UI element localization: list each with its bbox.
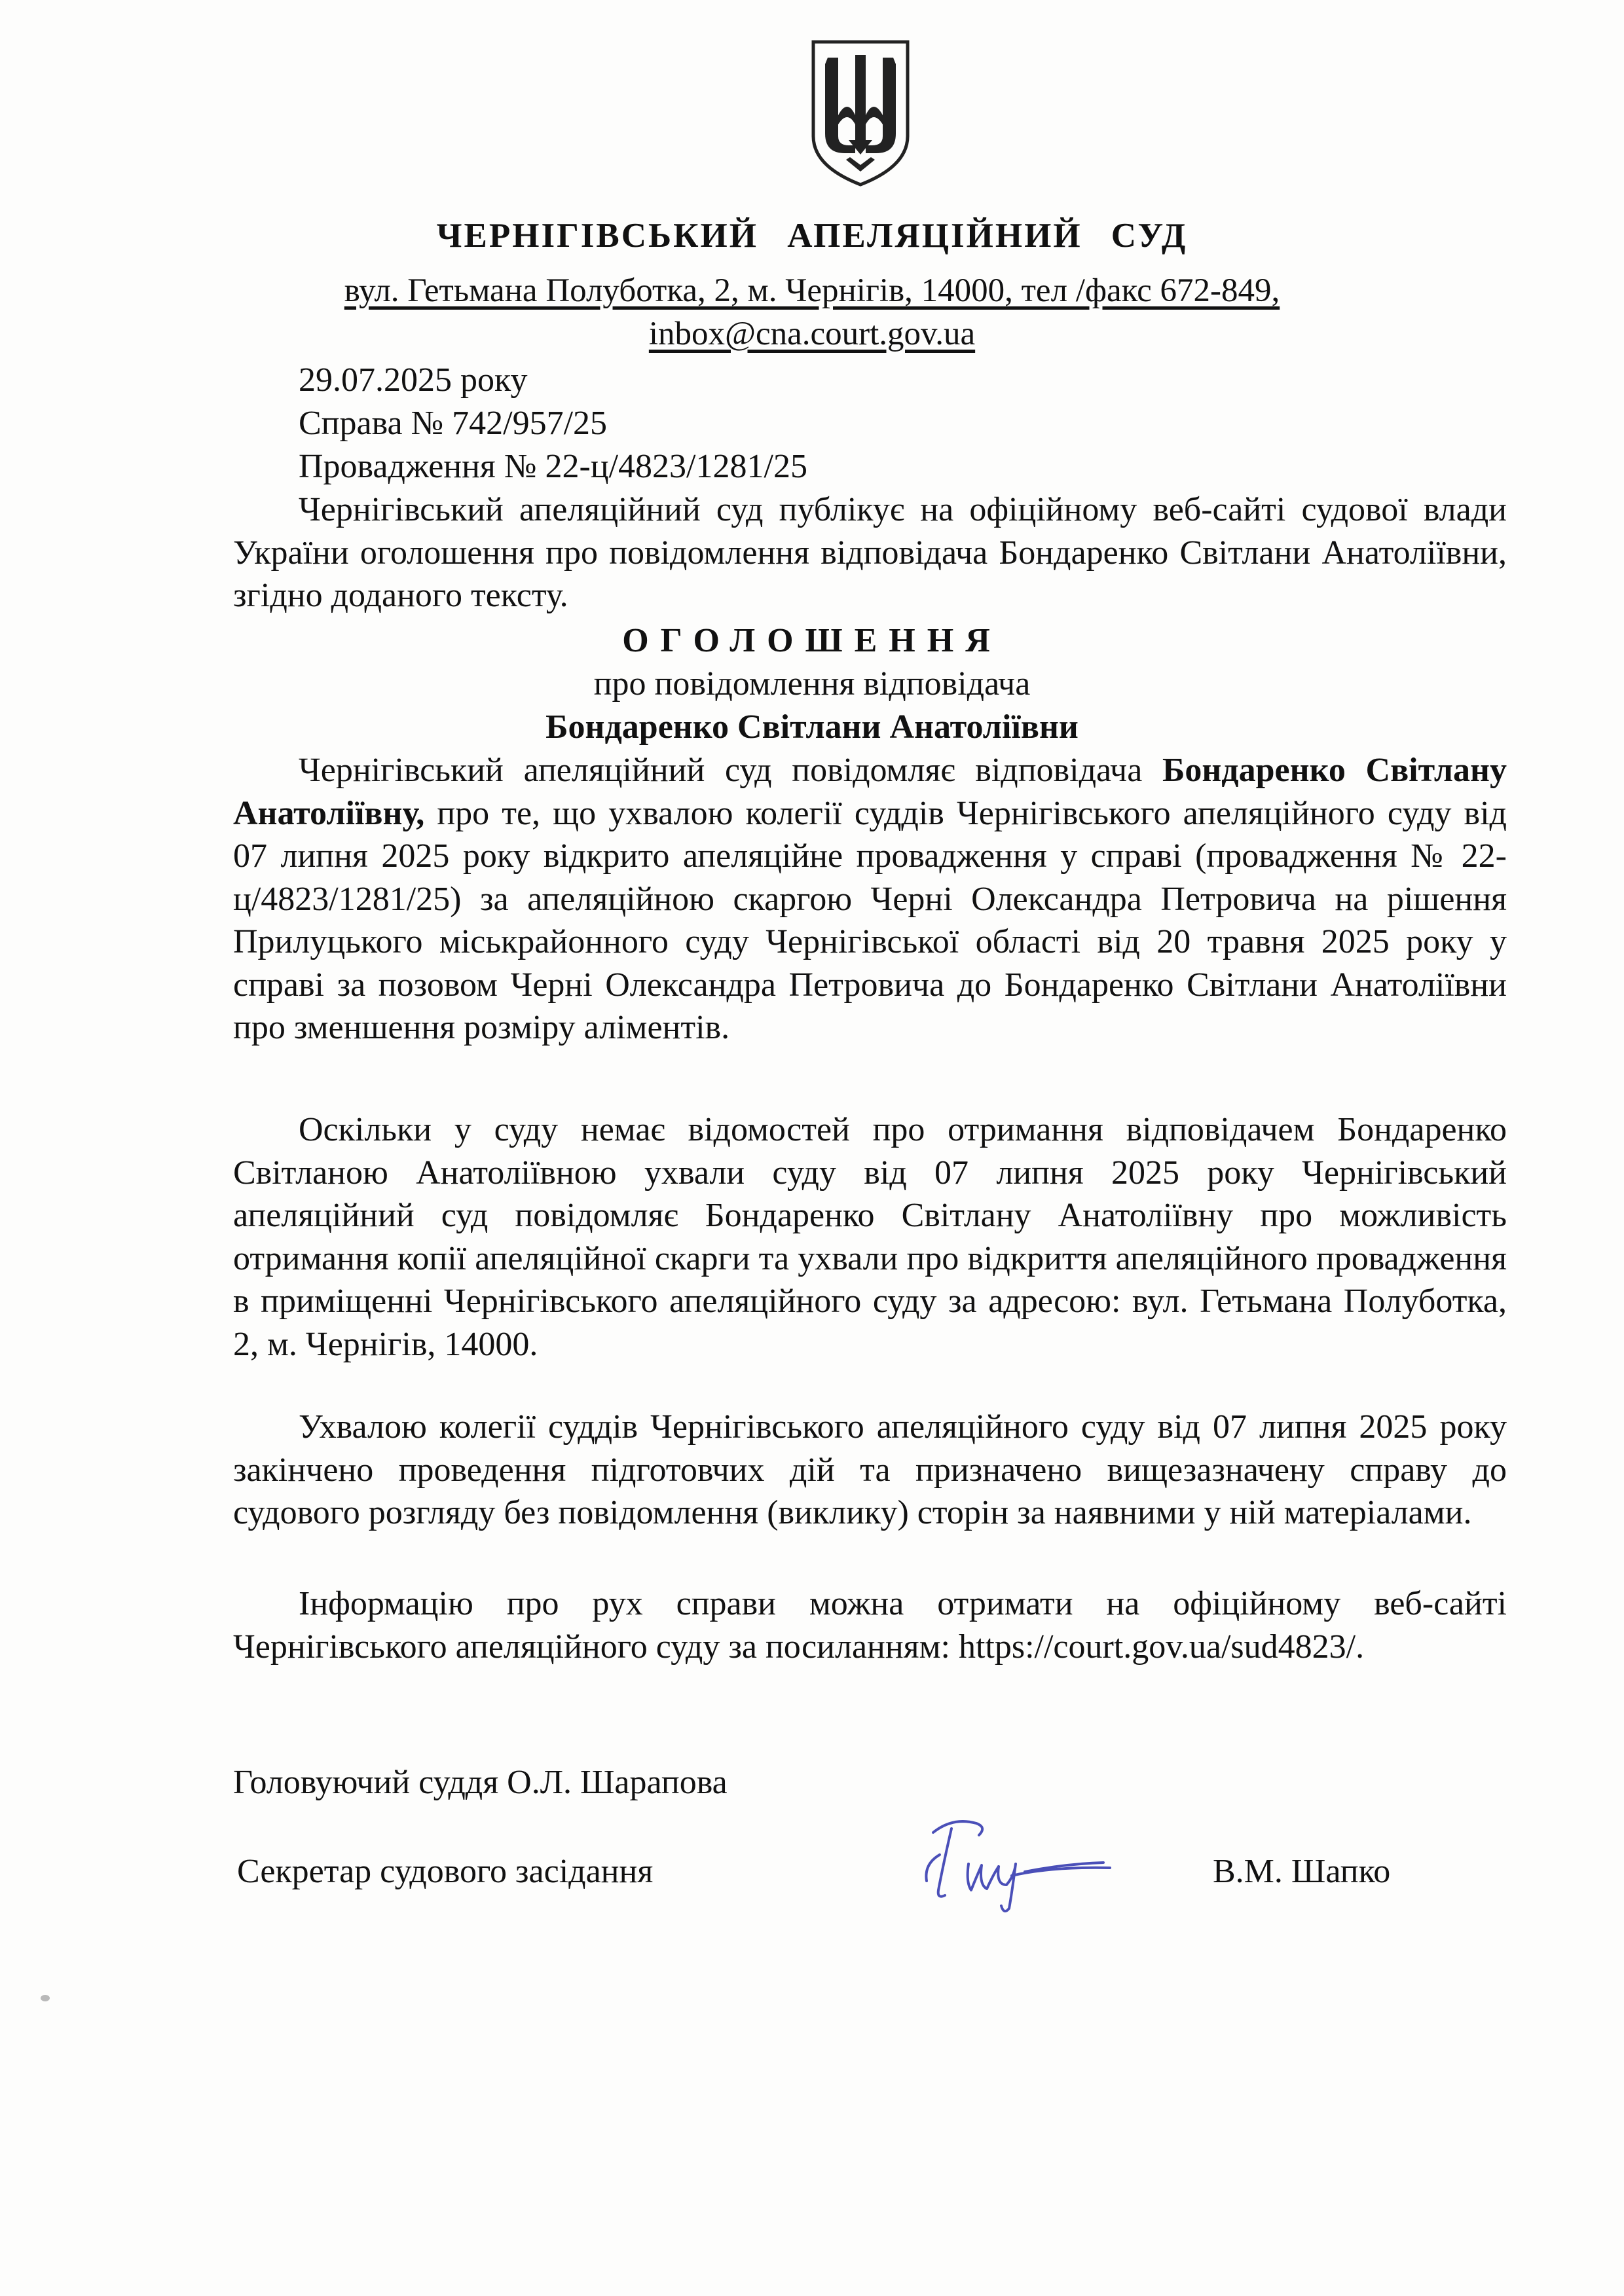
court-email: inbox@cna.court.gov.ua — [648, 316, 976, 352]
presiding-judge: Головуючий суддя О.Л. Шарапова — [233, 1764, 728, 1801]
body-paragraph-4: Інформацію про рух справи можна отримати на офіційному веб-сайті Чернігівського апеляційного суду за посиланням: https://court.gov.ua/sud4823/. — [233, 1585, 1507, 1666]
p1-defendant: Бондаренко Світлану Анатоліївну, — [233, 752, 1507, 832]
court-name: ЧЕРНІГІВСЬКИЙ АПЕЛЯЦІЙНИЙ СУД — [436, 217, 1188, 255]
body-paragraph-1 — [233, 749, 1507, 1049]
defendant-name: Бондаренко Світлани Анатоліївни — [545, 708, 1079, 746]
case-number: Справа № 742/957/25 — [299, 405, 608, 442]
announcement-subheading: про повідомлення відповідача — [593, 665, 1031, 702]
court-address: вул. Гетьмана Полуботка, 2, м. Чернігів, 14000, тел /факс 672-849, — [344, 272, 1280, 309]
scan-speck-icon — [39, 1994, 51, 2003]
secretary-title: Секретар судового засідання — [237, 1853, 654, 1890]
document-date: 29.07.2025 року — [299, 361, 528, 399]
proceeding-number: Провадження № 22-ц/4823/1281/25 — [299, 448, 807, 485]
p1-lead: Чернігівський апеляційний суд повідомляє відповідача — [299, 752, 1162, 789]
secretary-name: В.М. Шапко — [1213, 1853, 1391, 1890]
announcement-heading: ОГОЛОШЕННЯ — [622, 622, 1002, 659]
tryzub-coat-of-arms-icon — [808, 38, 913, 189]
handwritten-signature-icon — [913, 1804, 1123, 1915]
intro-paragraph: Чернігівський апеляційний суд публікує на офіційному веб-сайті судової влади України оголошення про повідомлення відповідача Бондаренко Світлани Анатоліївни, згідно доданого тексту. — [233, 491, 1507, 614]
p1-rest: про те, що ухвалою колегії суддів Чернігівського апеляційного суду від 07 липня 2025 року відкрито апеляційне провадження у справі (провадження № 22-ц/4823/1281/25) за апеляційною скаргою Черні Олександра Петровича на рішення Прилуцького міськрайонного суду Чернігівської області від 20 травня 2025 року у справі за позовом Черні Олександра Петровича до Бондаренко Світлани Анатоліївни про зменшення розміру аліментів. — [233, 794, 1507, 1046]
body-paragraph-2: Оскільки у суду немає відомостей про отримання відповідачем Бондаренко Світланою Анатоліївною ухвали суду від 07 липня 2025 року Чернігівський апеляційний суд повідомляє Бондаренко Світлану Анатоліївну про можливість отримання копії апеляційної скарги та ухвали про відкриття апеляційного провадження в приміщенні Чернігівського апеляційного суду за адресою: вул. Гетьмана Полуботка, 2, м. Чернігів, 14000. — [233, 1111, 1507, 1363]
body-paragraph-3: Ухвалою колегії суддів Чернігівського апеляційного суду від 07 липня 2025 року закінчено проведення підготовчих дій та призначено вищезазначену справу до судового розгляду без повідомлення (виклику) сторін за наявними у ній матеріалами. — [233, 1408, 1507, 1531]
